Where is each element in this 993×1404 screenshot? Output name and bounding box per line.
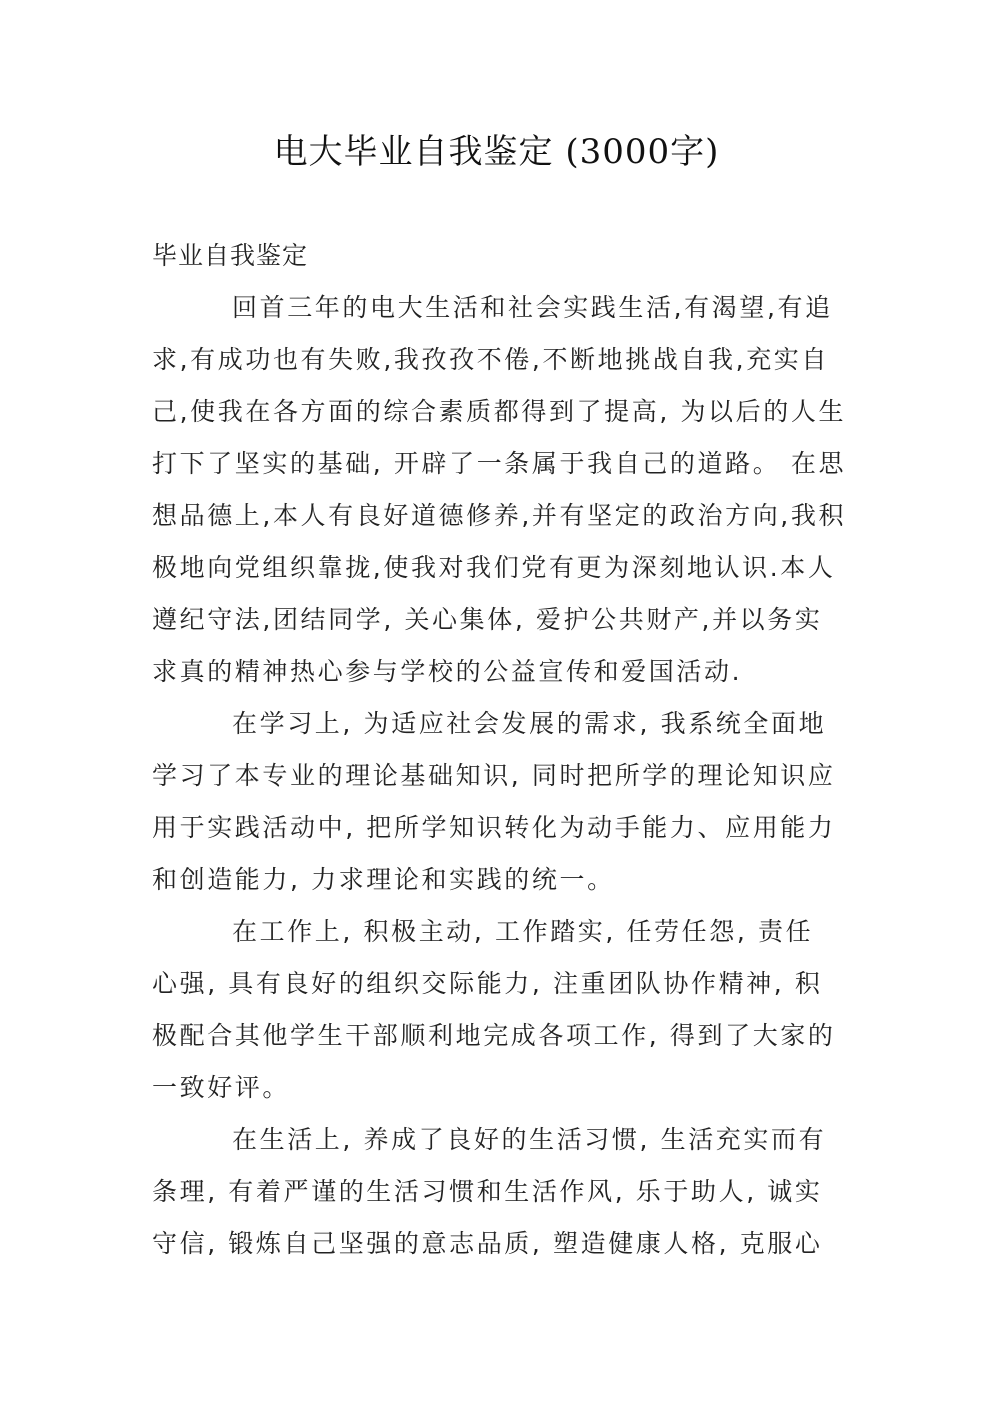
paragraph-line: 遵纪守法,团结同学, 关心集体, 爱护公共财产,并以务实: [152, 605, 823, 634]
document-body: [152, 230, 847, 1270]
paragraph-line: 一致好评。: [152, 1073, 291, 1102]
paragraph-work: [152, 906, 842, 1114]
paragraph-line: 条理, 有着严谨的生活习惯和生活作风, 乐于助人, 诚实: [152, 1177, 823, 1206]
paragraph-line: 学习了本专业的理论基础知识, 同时把所学的理论知识应: [152, 761, 836, 790]
paragraph-line: 打下了坚实的基础, 开辟了一条属于我自己的道路。 在思: [152, 449, 847, 478]
paragraph-line: 心强, 具有良好的组织交际能力, 注重团队协作精神, 积: [152, 969, 823, 998]
subheading: 毕业自我鉴定: [152, 241, 309, 270]
paragraph-line: 己,使我在各方面的综合素质都得到了提高, 为以后的人生: [152, 397, 847, 426]
paragraph-line: 和创造能力, 力求理论和实践的统一。: [152, 865, 615, 894]
paragraph-line: 在生活上, 养成了良好的生活习惯, 生活充实而有: [232, 1125, 827, 1154]
paragraph-line: 在学习上, 为适应社会发展的需求, 我系统全面地: [232, 709, 827, 738]
paragraph-line: 想品德上,本人有良好道德修养,并有坚定的政治方向,我积: [152, 501, 847, 530]
paragraph-line: 求真的精神热心参与学校的公益宣传和爱国活动.: [152, 657, 743, 686]
paragraph-line: 守信, 锻炼自己坚强的意志品质, 塑造健康人格, 克服心: [152, 1229, 823, 1258]
paragraph-line: 极配合其他学生干部顺利地完成各项工作, 得到了大家的: [152, 1021, 836, 1050]
paragraph-line: 在工作上, 积极主动, 工作踏实, 任劳任怨, 责任: [232, 917, 814, 946]
paragraph-line: 极地向党组织靠拢,使我对我们党有更为深刻地认识.本人: [152, 553, 836, 582]
paragraph-line: 回首三年的电大生活和社会实践生活,有渴望,有追: [232, 293, 833, 322]
paragraph-study: [152, 698, 842, 906]
paragraph-line: 用于实践活动中, 把所学知识转化为动手能力、应用能力: [152, 813, 836, 842]
document-title: 电大毕业自我鉴定 (3000字): [273, 132, 720, 172]
paragraph-life: [152, 1114, 842, 1270]
paragraph-intro: [152, 282, 847, 698]
paragraph-line: 求,有成功也有失败,我孜孜不倦,不断地挑战自我,充实自: [152, 345, 829, 374]
